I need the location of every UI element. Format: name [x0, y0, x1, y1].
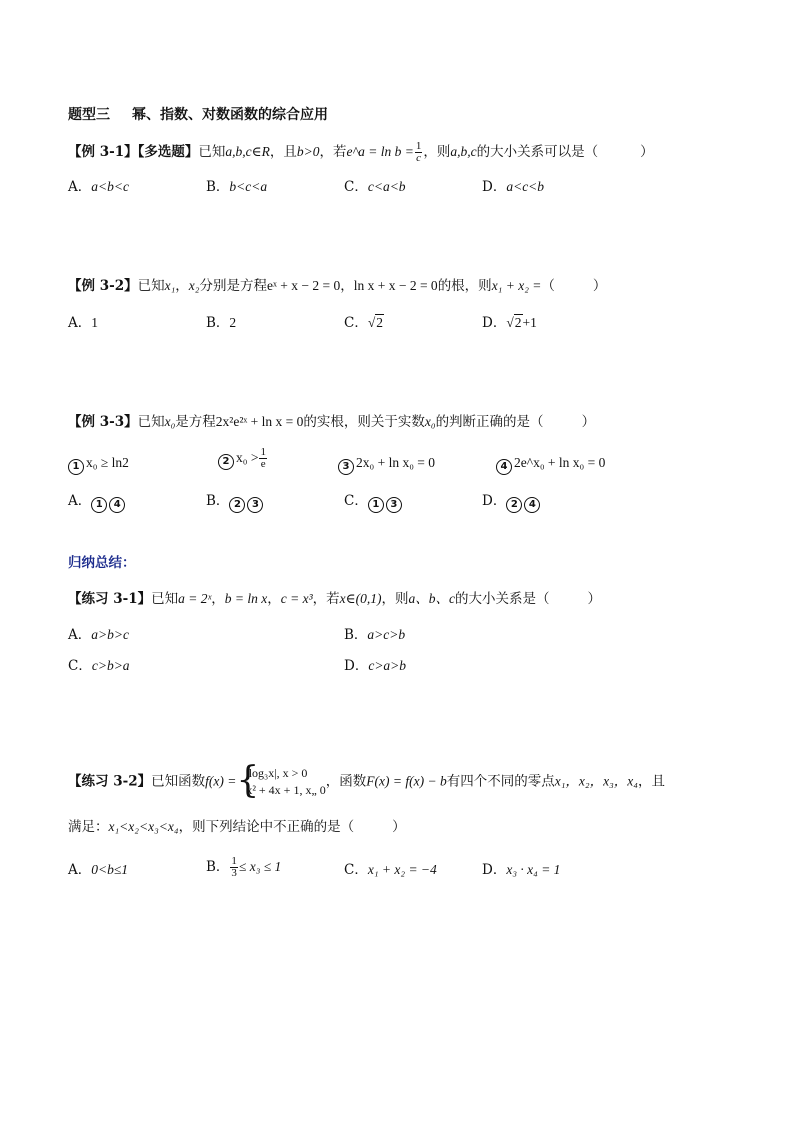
math-expr: a,b,c∈R [225, 144, 270, 159]
question-text: ，则 [423, 144, 451, 160]
statement-3: 3 2x₀ + ln x₀ = 0 [338, 453, 435, 475]
example-3-2-question [68, 276, 606, 296]
option-a[interactable]: A．0<b≤1 [68, 862, 129, 878]
section-heading: 幂、指数、对数函数的综合应用 [132, 107, 328, 123]
circled-number: 2 [506, 497, 522, 513]
statement-2: 2 x₀ > $\frac{1}{e}$ [218, 447, 268, 470]
circled-number: 4 [496, 459, 512, 475]
question-text: 的判断正确的是（ [435, 414, 544, 430]
option-b[interactable]: B．2 [206, 315, 237, 331]
math-expr: F(x) = f(x) − b [366, 773, 447, 789]
option-d[interactable]: D． 2 4 [482, 491, 542, 513]
question-text: ，则下列结论中不正确的是（ [178, 819, 355, 835]
example-3-3-question [68, 412, 595, 432]
example-3-1-question [68, 141, 654, 164]
question-tag: 【练习 3-1】 [68, 591, 152, 607]
math-expr: x₀ [164, 414, 176, 429]
circled-number: 4 [524, 497, 540, 513]
fraction: $\frac{1}{3}$ [231, 855, 237, 879]
question-text: 已知 [137, 278, 165, 294]
statement-1: 1 x₀ ≥ ln2 [68, 453, 129, 475]
question-text: ） [640, 144, 654, 160]
circled-number: 2 [229, 497, 245, 513]
circled-number: 1 [91, 497, 107, 513]
question-text: 已知 [151, 591, 179, 607]
practice-3-2-question [68, 760, 665, 801]
math-expr: x₁ + x₂ = [491, 278, 542, 293]
question-text: ，若 [312, 591, 340, 607]
math-expr: c = x³ [280, 591, 313, 606]
section-title [68, 105, 328, 125]
option-c[interactable]: C．c<a<b [344, 179, 406, 195]
circled-number: 2 [218, 454, 234, 470]
option-b[interactable]: B．a>c>b [344, 627, 406, 643]
question-text: ） [587, 591, 602, 607]
math-expr: x₁，x₂，x₃，x₄ [554, 773, 638, 789]
section-label: 题型三 [68, 107, 110, 123]
question-text: ， [211, 591, 225, 607]
question-tag: 【练习 3-2】 [68, 773, 152, 790]
question-text: ） [392, 819, 406, 835]
question-text: ，函数 [325, 773, 367, 790]
option-c[interactable]: C．c>b>a [68, 658, 130, 674]
circled-number: 3 [386, 497, 402, 513]
question-text: 已知 [137, 414, 165, 430]
question-text: 的实根，则关于实数 [303, 414, 425, 430]
question-text: 满足： [68, 819, 109, 835]
question-text: （ [541, 278, 555, 294]
math-expr: 2x²e²ˣ + ln x = 0 [215, 414, 304, 429]
question-tag: 【例 3-2】 [68, 278, 138, 294]
option-d[interactable]: D．c>a>b [344, 658, 407, 674]
question-text: 已知函数 [151, 773, 206, 790]
brace: { [236, 760, 260, 801]
question-text: ， [340, 278, 354, 294]
option-a[interactable]: A．a<b<c [68, 179, 129, 195]
math-expr: b = ln x [224, 591, 268, 606]
option-c[interactable]: C． 1 3 [344, 491, 404, 513]
question-tag: 【例 3-1】【多选题】 [68, 144, 199, 160]
option-d[interactable]: D．√2+1 [482, 315, 537, 331]
option-a[interactable]: A． 1 4 [68, 491, 127, 513]
math-expr: a,b,c [450, 144, 477, 159]
question-text: 有四个不同的零点 [446, 773, 555, 790]
option-c[interactable]: C．x₁ + x₂ = −4 [344, 862, 437, 878]
question-text: ） [581, 414, 596, 430]
math-expr: f(x) = [205, 773, 237, 789]
math-expr: x∈(0,1) [339, 591, 382, 606]
option-d[interactable]: D．x₃ · x₄ = 1 [482, 862, 561, 878]
piecewise-function: { |log₃x|, x > 0 x² + 4x + 1, x„ 0 [236, 760, 326, 801]
question-text: ，则 [381, 591, 409, 607]
statement-4: 4 2e^x₀ + ln x₀ = 0 [496, 453, 605, 475]
circled-number: 3 [247, 497, 263, 513]
question-text: 的大小关系可以是（ [476, 144, 599, 160]
practice-3-2-question-line2 [68, 817, 406, 837]
option-a[interactable]: A．a>b>c [68, 627, 129, 643]
question-text: 已知 [198, 144, 226, 160]
question-text: ，且 [269, 144, 297, 160]
question-text: ， [175, 278, 189, 294]
option-b[interactable]: B．b<c<a [206, 179, 268, 195]
question-text: ，若 [319, 144, 347, 160]
math-expr: x₁ [164, 278, 176, 293]
math-expr: x₂ [188, 278, 200, 293]
math-expr: eˣ + x − 2 = 0 [266, 278, 341, 293]
summary-heading: 归纳总结： [68, 555, 136, 571]
option-c[interactable]: C．√2 [344, 315, 384, 331]
question-text: 的大小关系是（ [455, 591, 550, 607]
question-text: 的根，则 [437, 278, 492, 294]
option-a[interactable]: A．1 [68, 315, 98, 331]
question-text: ，且 [637, 773, 665, 790]
option-b[interactable]: B． 2 3 [206, 491, 265, 513]
math-expr: ln x + x − 2 = 0 [353, 278, 438, 293]
circled-number: 1 [68, 459, 84, 475]
question-text: 分别是方程 [199, 278, 267, 294]
sqrt: √2 [506, 315, 522, 330]
sqrt: √2 [367, 315, 384, 330]
math-expr: x₁<x₂<x₃<x₄ [108, 819, 179, 834]
math-expr: b>0 [296, 144, 320, 159]
fraction: $\frac{1}{e}$ [260, 446, 266, 470]
math-expr: e^a = ln b = [346, 144, 414, 159]
fraction: $\frac{1}{c}$ [415, 140, 422, 164]
circled-number: 4 [109, 497, 125, 513]
circled-number: 1 [368, 497, 384, 513]
math-expr: a、b、c [408, 591, 456, 606]
question-text: 是方程 [175, 414, 216, 430]
option-b[interactable]: B． $\frac{1}{3}$ ≤ x₃ ≤ 1 [206, 855, 282, 879]
question-text: ） [592, 278, 607, 294]
practice-3-1-question [68, 589, 601, 609]
option-d[interactable]: D．a<c<b [482, 179, 545, 195]
circled-number: 3 [338, 459, 354, 475]
math-expr: a = 2ˣ [178, 591, 212, 606]
math-expr: x₀ [424, 414, 436, 429]
question-text: ， [267, 591, 281, 607]
question-tag: 【例 3-3】 [68, 414, 138, 430]
